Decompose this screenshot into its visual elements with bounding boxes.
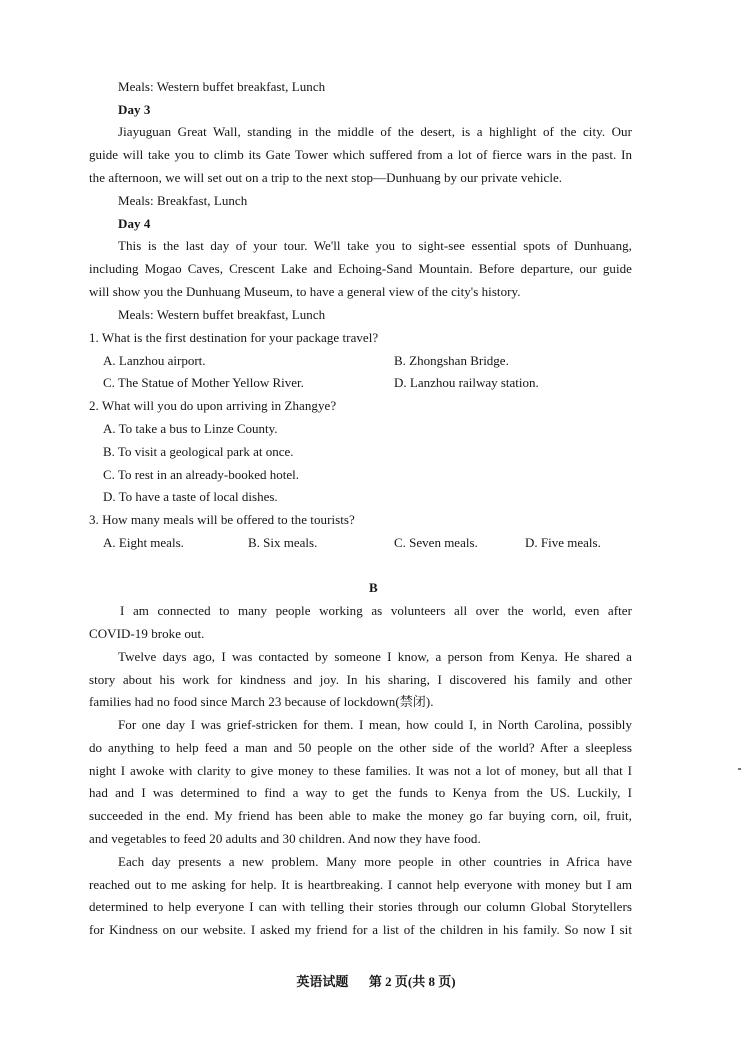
- passage-line-6: For one day I was grief-stricken for them. I mean, how could I, in North Carolina, possibly: [118, 717, 632, 732]
- passage-line-5: families had no food since March 23 because of lockdown(禁闭).: [89, 694, 434, 709]
- question-3-option-b: B. Six meals.: [248, 535, 318, 550]
- passage-line-9: had and I was determined to find a way to get the funds to Kenya from the US. Luckily, I: [89, 785, 632, 800]
- day3-line-1: Jiayuguan Great Wall, standing in the middle of the desert, is a highlight of the city. Our: [118, 124, 632, 139]
- question-1-stem: 1. What is the first destination for your package travel?: [89, 330, 379, 345]
- passage-line-14: determined to help everyone I can with telling their stories through our column Global Storytellers: [89, 899, 632, 914]
- day2-meals: Meals: Western buffet breakfast, Lunch: [118, 79, 326, 94]
- question-2-option-a: A. To take a bus to Linze County.: [103, 421, 278, 436]
- question-3-stem: 3. How many meals will be offered to the tourists?: [89, 512, 355, 527]
- passage-line-4: story about his work for kindness and joy. In his sharing, I discovered his family and other: [89, 672, 632, 687]
- passage-line-7: do anything to help feed a man and 50 people on the other side of the world? After a sleepless: [89, 740, 632, 755]
- day4-line-3: will show you the Dunhuang Museum, to have a general view of the city's history.: [89, 284, 521, 299]
- day4-heading: Day 4: [118, 216, 151, 231]
- question-2-stem: 2. What will you do upon arriving in Zhangye?: [89, 398, 337, 413]
- passage-line-15: for Kindness on our website. I asked my friend for a list of the children in his family. So now I sit: [89, 922, 632, 937]
- day4-line-2: including Mogao Caves, Crescent Lake and Echoing-Sand Mountain. Before departure, our guide: [89, 261, 632, 276]
- day3-heading: Day 3: [118, 102, 151, 117]
- passage-line-8: night I awoke with clarity to give money to these families. It was not a lot of money, but all that I: [89, 763, 632, 778]
- footer-page-number: 第 2 页(共 8 页): [368, 974, 456, 989]
- day3-meals: Meals: Breakfast, Lunch: [118, 193, 248, 208]
- question-1-option-a: A. Lanzhou airport.: [103, 353, 206, 368]
- footer-subject: 英语试题: [296, 974, 349, 989]
- day4-line-1: This is the last day of your tour. We'll take you to sight-see essential spots of Dunhuang,: [118, 238, 632, 253]
- question-3-option-a: A. Eight meals.: [103, 535, 184, 550]
- day3-line-3: the afternoon, we will set out on a trip to the next stop—Dunhuang by our private vehicle.: [89, 170, 563, 185]
- passage-line-2: COVID-19 broke out.: [89, 626, 205, 641]
- passage-line-3: Twelve days ago, I was contacted by someone I know, a person from Kenya. He shared a: [118, 649, 632, 664]
- question-1-option-d: D. Lanzhou railway station.: [394, 375, 539, 390]
- day4-meals: Meals: Western buffet breakfast, Lunch: [118, 307, 326, 322]
- scan-speck: [738, 768, 741, 770]
- question-2-option-d: D. To have a taste of local dishes.: [103, 489, 278, 504]
- passage-line-10: succeeded in the end. My friend has been able to make the money go far buying corn, oil, fruit,: [89, 808, 632, 823]
- passage-line-13: reached out to me asking for help. It is heartbreaking. I cannot help everyone with money but I am: [89, 877, 632, 892]
- passage-line-12: Each day presents a new problem. Many more people in other countries in Africa have: [118, 854, 632, 869]
- question-3-option-d: D. Five meals.: [525, 535, 601, 550]
- question-1-option-b: B. Zhongshan Bridge.: [394, 353, 509, 368]
- page-footer: [0, 974, 752, 990]
- passage-line-1: I am connected to many people working as volunteers all over the world, even after: [120, 603, 632, 618]
- question-2-option-b: B. To visit a geological park at once.: [103, 444, 294, 459]
- day3-line-2: guide will take you to climb its Gate Tower which suffered from a lot of fierce wars in the past. In: [89, 147, 632, 162]
- question-2-option-c: C. To rest in an already-booked hotel.: [103, 467, 299, 482]
- question-3-option-c: C. Seven meals.: [394, 535, 478, 550]
- question-1-option-c: C. The Statue of Mother Yellow River.: [103, 375, 304, 390]
- passage-line-11: and vegetables to feed 20 adults and 30 children. And now they have food.: [89, 831, 481, 846]
- section-b-heading: B: [369, 580, 378, 595]
